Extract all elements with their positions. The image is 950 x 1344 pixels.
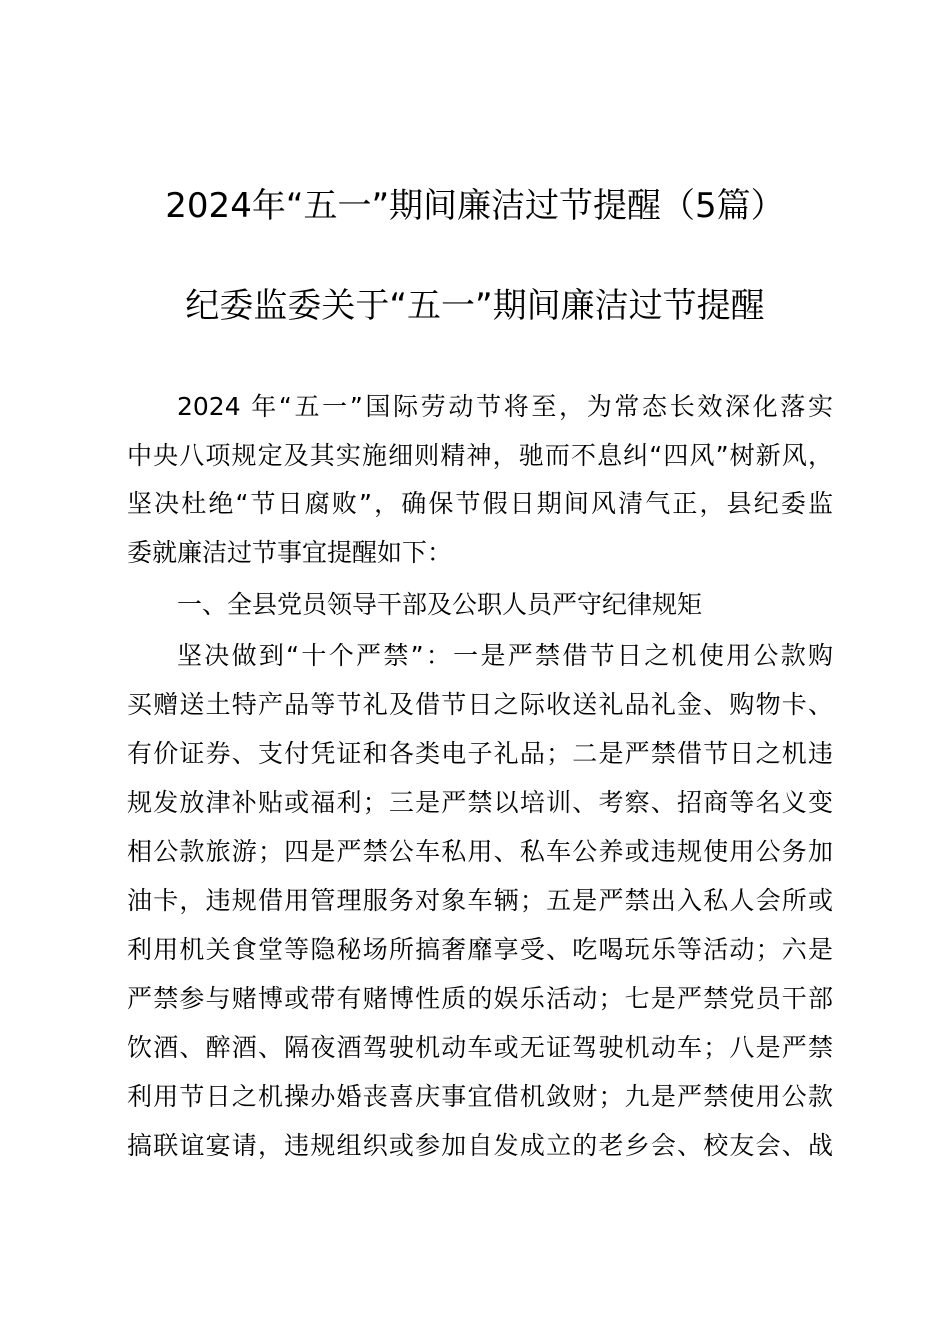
body-text-line: 饮酒、醉酒、隔夜酒驾驶机动车或无证驾驶机动车；八是严禁 <box>127 1033 833 1062</box>
document-title: 2024年“五一”期间廉洁过节提醒（5篇） <box>165 186 785 226</box>
body-text-line: 有价证券、支付凭证和各类电子礼品；二是严禁借节日之机违 <box>127 739 833 768</box>
body-text-line: 坚决杜绝“节日腐败”，确保节假日期间风清气正，县纪委监 <box>127 489 833 518</box>
body-text-line: 利用节日之机操办婚丧喜庆事宜借机敛财；九是严禁使用公款 <box>127 1082 833 1111</box>
body-text-line: 坚决做到“十个严禁”：一是严禁借节日之机使用公款购 <box>177 641 833 670</box>
body-text-line: 2024 年“五一”国际劳动节将至，为常态长效深化落实 <box>177 392 833 421</box>
body-text-line: 搞联谊宴请，违规组织或参加自发成立的老乡会、校友会、战 <box>127 1131 833 1160</box>
section-heading: 一、全县党员领导干部及公职人员严守纪律规矩 <box>177 590 703 619</box>
body-text-line: 委就廉洁过节事宜提醒如下： <box>127 538 453 567</box>
body-text-line: 相公款旅游；四是严禁公车私用、私车公养或违规使用公务加 <box>127 837 833 866</box>
body-text-line: 严禁参与赌博或带有赌博性质的娱乐活动；七是严禁党员干部 <box>127 984 833 1013</box>
body-text-line: 油卡，违规借用管理服务对象车辆；五是严禁出入私人会所或 <box>127 886 833 915</box>
document-subtitle: 纪委监委关于“五一”期间廉洁过节提醒 <box>185 286 765 326</box>
body-text-line: 规发放津补贴或福利；三是严禁以培训、考察、招商等名义变 <box>127 788 833 817</box>
body-text-line: 利用机关食堂等隐秘场所搞奢靡享受、吃喝玩乐等活动；六是 <box>127 935 833 964</box>
body-text-line: 中央八项规定及其实施细则精神，驰而不息纠“四风”树新风， <box>127 441 833 470</box>
body-text-line: 买赠送土特产品等节礼及借节日之际收送礼品礼金、购物卡、 <box>127 690 833 719</box>
